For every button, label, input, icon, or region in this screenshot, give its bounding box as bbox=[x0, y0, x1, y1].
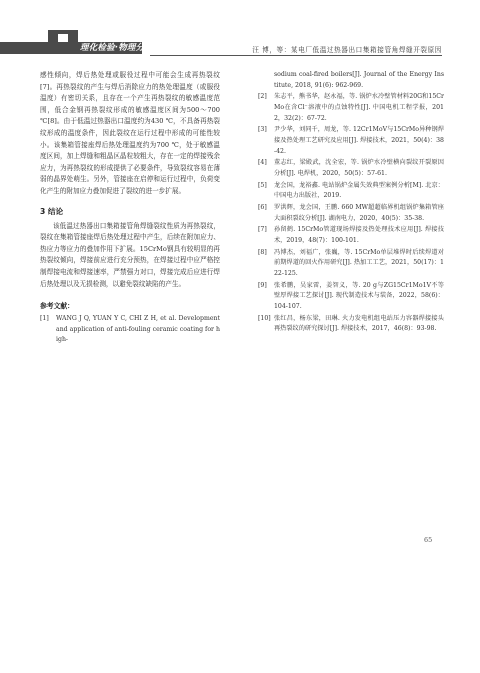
reference-number: [5] bbox=[258, 181, 267, 189]
page-number: 65 bbox=[424, 536, 433, 544]
reference-text: 孙留鹤. 15CrMo管道现场焊接及热处理技术应用[J]. 焊接技术，2019，48(7)：100-101. bbox=[274, 226, 444, 245]
reference-item bbox=[258, 281, 444, 313]
section-name: 理化检验·物理分册 bbox=[80, 43, 154, 53]
reference-text: 冯博杰，刘福广，张巍，等. 15CrMo单层堆焊时后续焊道对前期焊道的回火作用研究[J]. 热加工工艺，2021，50(17)：122-125. bbox=[274, 248, 444, 277]
reference-number: [2] bbox=[258, 93, 267, 101]
reference-text: sodium coal-fired boilers[J]. Journal of the Energy Institute, 2018, 91(6): 962-969. bbox=[274, 71, 444, 89]
reference-text: 朱志平，熊书华，赵永福，等. 锅炉水冷壁管材料20G和15CrMo在含Cl⁻溶液中的点蚀特性[J]. 中国电机工程学报，2012，32(2)：67-72. bbox=[274, 93, 444, 122]
reference-item bbox=[258, 125, 444, 157]
reference-text: 董志红，梁殿武，沈全宏，等. 锅炉水冷壁横向裂纹开裂原因分析[J]. 电焊机，2020，50(5)：57-61. bbox=[274, 159, 444, 177]
reference-number: [7] bbox=[258, 226, 267, 234]
running-head: 汪 博，等：某电厂低温过热器出口集箱接管角焊缝开裂原因 bbox=[252, 46, 442, 54]
reference-item bbox=[40, 314, 220, 346]
reference-item bbox=[258, 225, 444, 246]
reference-number: [1] bbox=[40, 315, 49, 323]
reference-item bbox=[258, 158, 444, 179]
header-rule bbox=[150, 55, 442, 56]
reference-number: [4] bbox=[258, 159, 267, 167]
page-header bbox=[0, 0, 480, 60]
reference-item bbox=[258, 314, 444, 335]
reference-text: 罗洪辉，龙会国，王鹏. 660 MW超超临界机组锅炉集箱管座大面积裂纹分析[J]. 湖南电力，2020，40(5)：35-38. bbox=[274, 204, 444, 222]
reference-text: WANG J Q, YUAN Y C, CHI Z H, et al. Development and application of anti-fouling ceramic coating for high- bbox=[56, 315, 220, 344]
reference-number: [9] bbox=[258, 281, 267, 289]
right-column bbox=[258, 70, 444, 336]
reference-item bbox=[258, 181, 444, 202]
reference-number: [6] bbox=[258, 204, 267, 212]
body-paragraph: 感性倾向，焊后热处理或服役过程中可能会生成再热裂纹[7]。再热裂纹的产生与焊后消除应力的热处理温度（或服役温度）有密切关系，且存在一个产生再热裂纹的敏感温度范围，低合金钢再热裂纹形成的敏感温度区间为500～700 ℃[8]。由于低温过热器出口温度约为430 ℃，不具备再热裂纹形成的温度条件，因此裂纹在运行过程中形成的可能性较小。该集箱管接座焊后热处理温度约为700 ℃，处于敏感温度区间，加上焊缝和粗晶区晶粒较粗大，存在一定的焊接残余应力，为再热裂纹的形成提供了必要条件，导致裂纹容易在薄弱的晶界处萌生。另外，管接座在启停和运行过程中，负荷变化产生的附加应力叠加促进了裂纹的进一步扩展。 bbox=[40, 71, 220, 195]
reference-text: 尹少华，刘同千，周龙，等. 12Cr1MoV与15CrMo异种钢焊接及热处理工艺研究及应用[J]. 焊接技术，2021，50(4)：38-42. bbox=[274, 126, 444, 155]
reference-number: [10] bbox=[258, 314, 271, 322]
reference-number: [8] bbox=[258, 248, 267, 256]
reference-item bbox=[258, 203, 444, 224]
reference-item bbox=[258, 92, 444, 124]
reference-number: [3] bbox=[258, 126, 267, 134]
references-title: 参考文献： bbox=[40, 302, 74, 311]
reference-item bbox=[258, 248, 444, 280]
reference-text: 张红昌，杨东梁，田琳. 火力发电机组电站压力容器焊接接头再热裂纹的研究探讨[J]. 焊接技术，2017，46(8)：93-98. bbox=[274, 314, 444, 333]
reference-text: 龙会国，龙裕鑫. 电站锅炉金属失效典型案例分析[M]. 北京：中国电力出版社，2019. bbox=[274, 181, 444, 200]
left-column bbox=[40, 70, 220, 347]
conclusion-paragraph: 该低温过热器出口集箱接管角焊缝裂纹性质为再热裂纹，裂纹在集箱管接座焊后热处理过程中产生，后续在附加应力、热应力等应力的叠加作用下扩展。15CrMo钢具有较明显的再热裂纹倾向，焊接前应进行充分预热，在焊接过程中应严格控制焊接电流和焊接速率，严禁强力对口，焊接完成后应进行焊后热处理以及无损检测，以避免裂纹缺陷的产生。 bbox=[40, 221, 220, 288]
reference-item-continued bbox=[258, 70, 444, 91]
section-title: 3 结论 bbox=[40, 206, 64, 216]
reference-text: 张希鹏，吴家雷，姜智义，等. 20 g与ZG15Cr1Mo1V不等壁厚焊接工艺探讨[J]. 现代制造技术与装备，2022，58(6)：104-107. bbox=[274, 281, 444, 310]
